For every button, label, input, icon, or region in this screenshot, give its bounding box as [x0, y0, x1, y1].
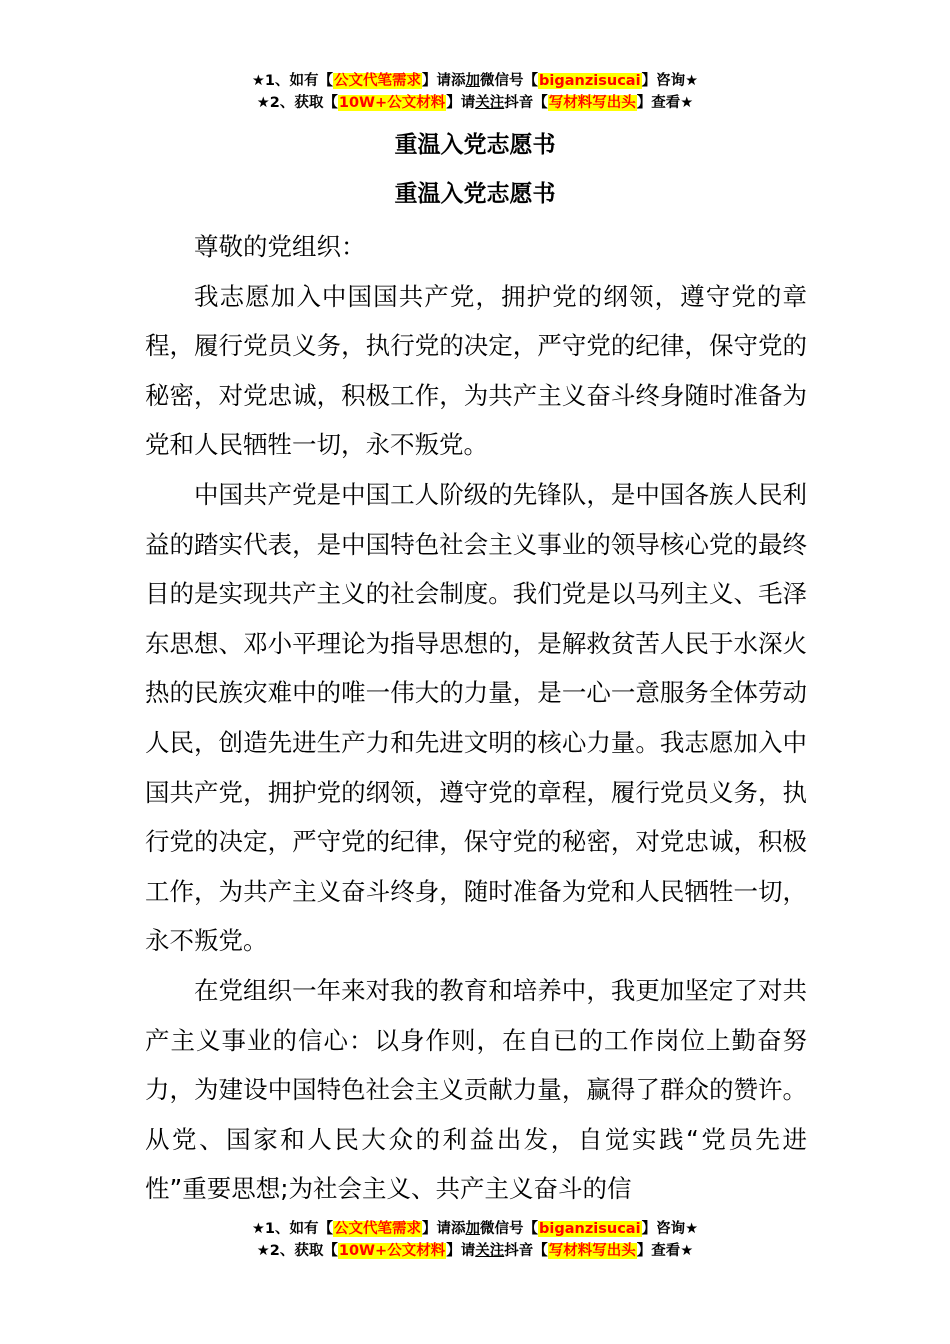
document-title: 重温入党志愿书: [394, 132, 556, 158]
banner-text: 】查看★: [636, 95, 694, 111]
banner-underlined-text: 加: [465, 1221, 481, 1237]
banner-underlined-text: 关注: [475, 1243, 505, 1259]
banner-underlined-text: 加: [465, 73, 481, 89]
banner-highlight: biganzisucai: [539, 1221, 641, 1237]
header-banner: [0, 70, 950, 114]
footer-banner: [0, 1218, 950, 1262]
banner-text: 】查看★: [636, 1243, 694, 1259]
banner-text: ★1、如有【: [251, 1221, 334, 1237]
banner-text: 】请添: [422, 73, 466, 89]
paragraph: 我志愿加入中国国共产党，拥护党的纲领，遵守党的章程，履行党员义务，执行党的决定，严守党的纪律，保守党的秘密，对党忠诚，积极工作，为共产主义奋斗终身随时准备为党和人民牺牲一切，永不叛党。: [145, 281, 807, 460]
banner-text: 】请添: [422, 1221, 466, 1237]
banner-text: 抖音【: [504, 95, 548, 111]
paragraph: 中国共产党是中国工人阶级的先锋队，是中国各族人民利益的踏实代表，是中国特色社会主义事业的领导核心党的最终目的是实现共产主义的社会制度。我们党是以马列主义、毛泽东思想、邓小平理论为指导思想的，是解救贫苦人民于水深火热的民族灾难中的唯一伟大的力量，是一心一意服务全体劳动人民，创造先进生产力和先进文明的核心力量。我志愿加入中国共产党，拥护党的纲领，遵守党的章程，履行党员义务，执行党的决定，严守党的纪律，保守党的秘密，对党忠诚，积极工作，为共产主义奋斗终身，随时准备为党和人民牺牲一切，永不叛党。: [145, 479, 807, 956]
banner-line-1: [0, 1218, 950, 1240]
document-body: [145, 222, 807, 1214]
paragraph: 在党组织一年来对我的教育和培养中，我更加坚定了对共产主义事业的信心：以身作则，在自已的工作岗位上勤奋努力，为建设中国特色社会主义贡献力量，赢得了群众的赞许。从党、国家和人民大众的利益出发，自觉实践“党员先进性”重要思想;为社会主义、共产主义奋斗的信: [145, 975, 807, 1204]
banner-highlight: 公文代笔需求: [334, 1221, 422, 1237]
banner-line-1: [0, 70, 950, 92]
salutation: 尊敬的党组织：: [194, 232, 366, 261]
banner-highlight: 写材料写出头: [548, 95, 636, 111]
banner-underlined-text: 关注: [475, 95, 505, 111]
banner-text: 】请: [446, 95, 476, 111]
banner-highlight: biganzisucai: [539, 73, 641, 89]
banner-text: 抖音【: [504, 1243, 548, 1259]
banner-highlight: 10W+公文材料: [338, 95, 446, 111]
banner-text: 微信号【: [480, 73, 539, 89]
banner-line-2: [0, 1240, 950, 1262]
banner-highlight: 10W+公文材料: [338, 1243, 446, 1259]
banner-text: 】请: [446, 1243, 476, 1259]
document-subtitle: 重温入党志愿书: [394, 181, 556, 207]
banner-text: 】咨询★: [641, 1221, 699, 1237]
banner-text: 微信号【: [480, 1221, 539, 1237]
banner-text: ★1、如有【: [251, 73, 334, 89]
banner-text: 】咨询★: [641, 73, 699, 89]
banner-text: ★2、获取【: [256, 95, 338, 111]
banner-line-2: [0, 92, 950, 114]
banner-highlight: 公文代笔需求: [334, 73, 422, 89]
banner-highlight: 写材料写出头: [548, 1243, 636, 1259]
banner-text: ★2、获取【: [256, 1243, 338, 1259]
